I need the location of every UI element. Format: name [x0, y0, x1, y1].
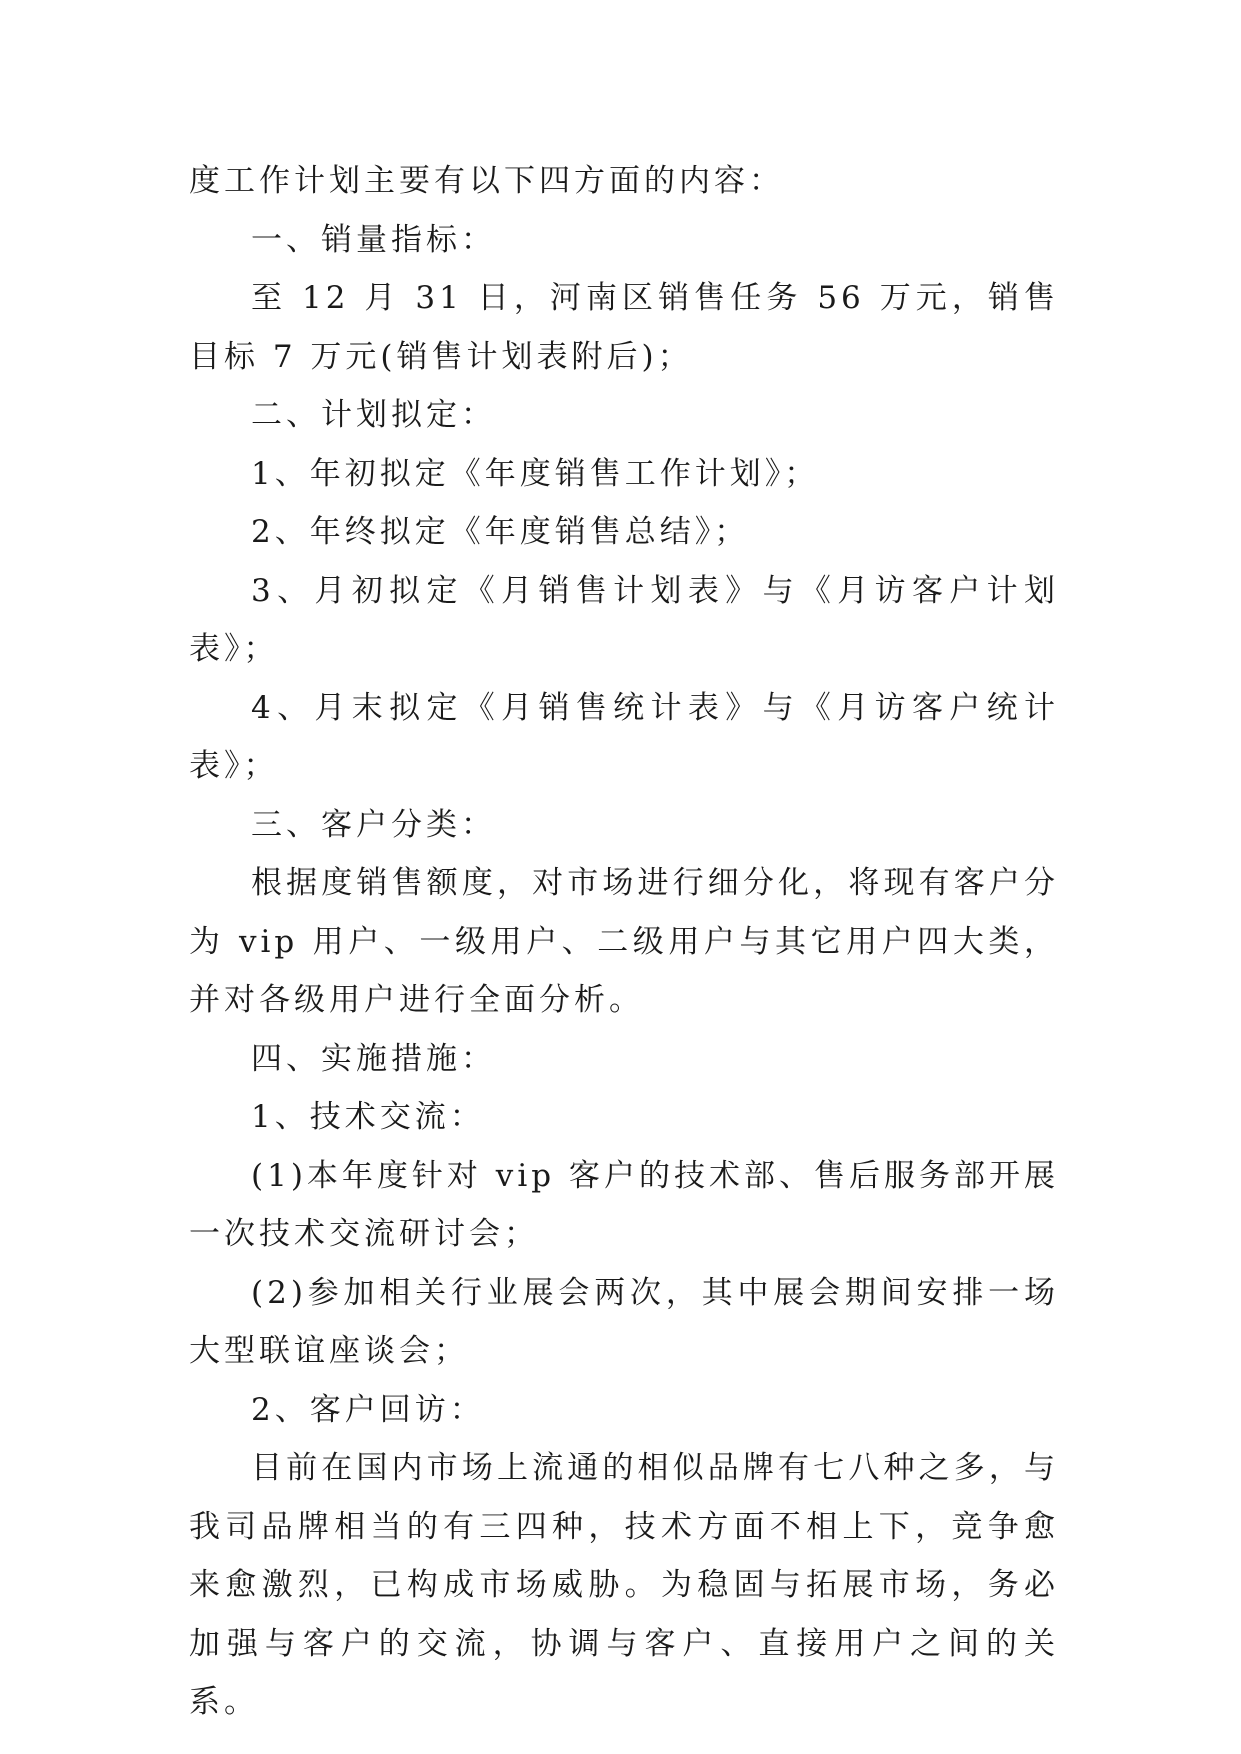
paragraph-sales-targets: 至 12 月 31 日，河南区销售任务 56 万元，销售目标 7 万元(销售计划表附后)； [189, 280, 1059, 375]
paragraph-customer-classification: 根据度销售额度，对市场进行细分化，将现有客户分为 vip 用户、一级用户、二级用户与其它用户四大类，并对各级用户进行全面分析。 [189, 865, 1059, 1018]
heading-implementation: 四、实施措施： [251, 1040, 496, 1077]
paragraph-intro: 度工作计划主要有以下四方面的内容： [189, 163, 784, 199]
list-item-plan-2: 2、年终拟定《年度销售总结》； [251, 514, 750, 550]
subheading-tech-exchange: 1、技术交流： [251, 1099, 485, 1135]
document-body [189, 152, 1059, 1732]
heading-sales-targets: 一、销量指标： [251, 221, 496, 258]
list-item-plan-3: 3、月初拟定《月销售计划表》与《月访客户计划表》； [189, 572, 1059, 667]
heading-plan-drafting: 二、计划拟定： [251, 397, 496, 433]
list-item-tech-2: (2)参加相关行业展会两次，其中展会期间安排一场大型联谊座谈会； [189, 1274, 1059, 1369]
heading-customer-classification: 三、客户分类： [251, 806, 496, 843]
subheading-customer-visits: 2、客户回访： [251, 1391, 485, 1428]
list-item-plan-4: 4、月末拟定《月销售统计表》与《月访客户统计表》； [189, 689, 1059, 784]
paragraph-customer-visits: 目前在国内市场上流通的相似品牌有七八种之多，与我司品牌相当的有三四种，技术方面不相上下，竞争愈来愈激烈，已构成市场威胁。为稳固与拓展市场，务必加强与客户的交流，协调与客户、直接用户之间的关系。 [189, 1450, 1059, 1720]
list-item-plan-1: 1、年初拟定《年度销售工作计划》； [251, 455, 820, 492]
list-item-tech-1: (1)本年度针对 vip 客户的技术部、售后服务部开展一次技术交流研讨会； [189, 1157, 1059, 1252]
